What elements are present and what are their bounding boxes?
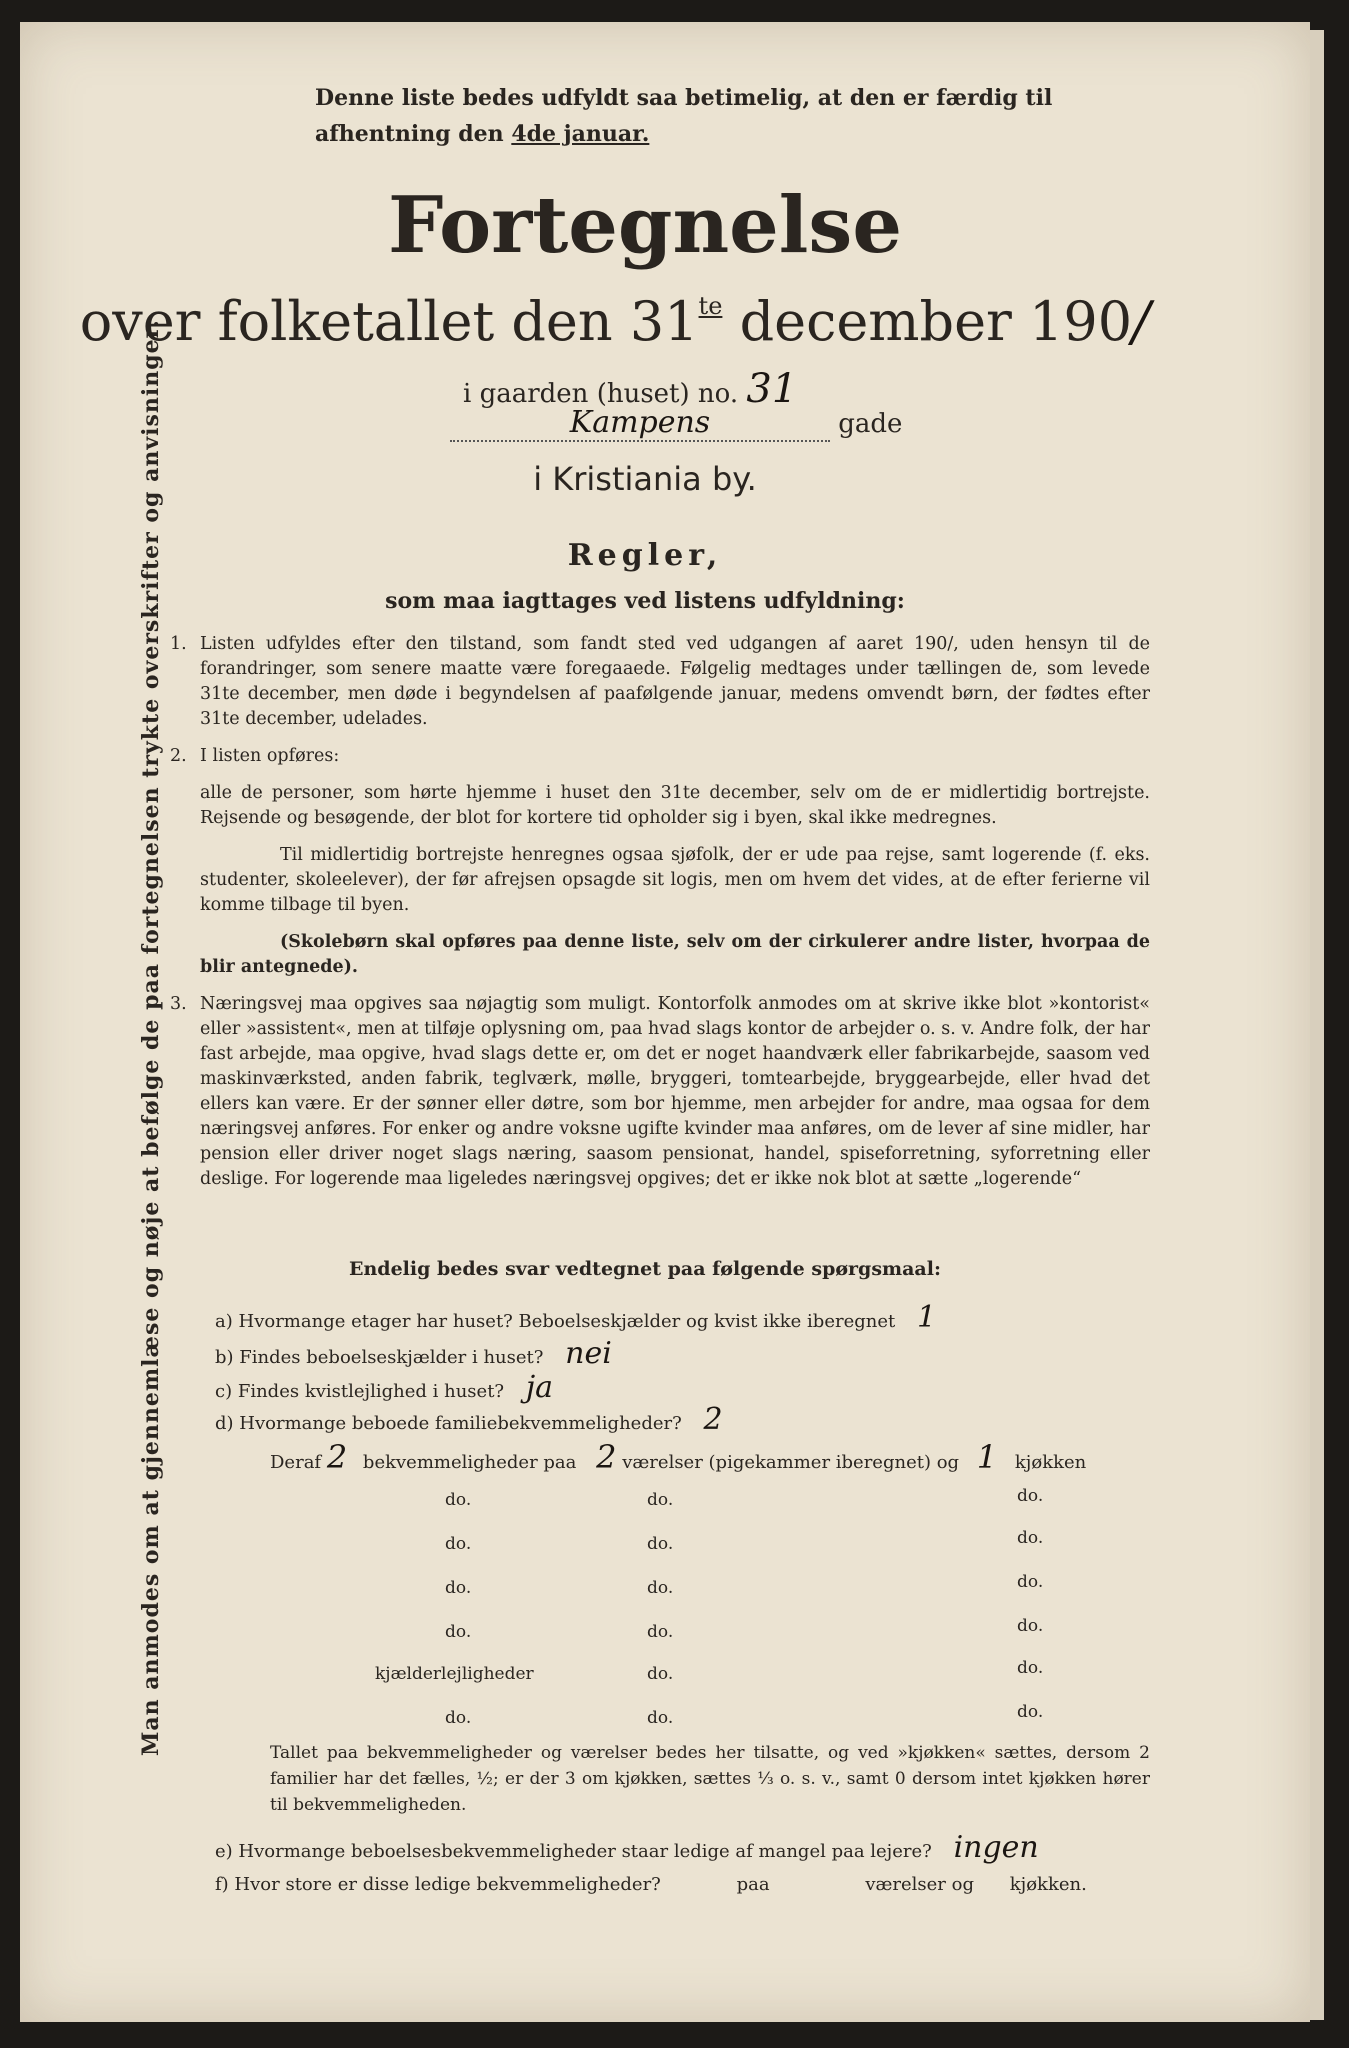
do-r1-c3: do. [1017,1486,1044,1506]
deraf-kitchen: 1 [976,1438,998,1476]
do-r2-c2: do. [647,1534,674,1554]
deraf-line: Deraf 2 bekvemmeligheder paa 2 værelser (pigekammer iberegnet) og 1 kjøkken [270,1438,1087,1476]
do-r4-c3: do. [1017,1616,1044,1636]
rules-heading: Regler, [567,538,723,573]
side-instruction: Man anmodes om at gjennemlæse og nøje at befølge de paa fortegnelsen trykte overskrifter og anvisninger. [138,319,164,1756]
rule-2-temporary: Til midlertidig bortrejste henregnes ogsaa sjøfolk, der er ude paa rejse, samt logerende (f. eks. studenter, skoleelever), der før afrejsen opsagde sit logis, men om hvem det vides, at de efter ferierne vil komme tilbage til byen. [200,845,1150,915]
rule-2-schoolchildren: (Skolebørn skal opføres paa denne liste, selv om der cirkulerer andre lister, hvorpaa de blir antegnede). [200,932,1150,977]
intro-main: Denne liste bedes udfyldt saa betimelig, at den er færdig til afhentning den [315,85,1053,147]
answer-b: nei [565,1336,612,1371]
do-r1-c2: do. [647,1490,674,1510]
question-f: f) Hvor store er disse ledige bekvemmeligheder? paa værelser og kjøkken. [215,1874,1087,1895]
subtitle-main: over folketallet den 31 [79,290,699,353]
rule-3: 3. Næringsvej maa opgives saa nøjagtig som muligt. Kontorfolk anmodes om at skrive ikke blot »kontorist« eller »assistent«, men at tilføje oplysning om, paa hvad slags kontor de arbejder o. s. v. Andre folk, der har fast arbejde, maa opgive, hvad slags dette er, om det er noget haandværk eller fabrikarbejde, saasom ved maskinværksted, anden fabrik, teglværk, mølle, bryggeri, tomtearbejde, bryggearbejde, eller hvad det ellers kan være. Er der sønner eller døtre, som bor hjemme, men arbejder for andre, maa ogsaa for dem næringsvej anføres. For enker og andre voksne ugifte kvinder maa anføres, om de lever af sine midler, har pension eller driver noget slags næring, saasom pensionat, handel, spiseforretning, syforretning eller deslige. For logerende maa ligeledes næringsvej opgives; det er ikke nok blot at sætte „logerende“ [170,994,1150,1189]
form-subtitle [0,290,1230,353]
rule-1: 1. Listen udfyldes efter den tilstand, som fandt sted ved udgangen af aaret 190/, uden hensyn til de forandringer, som senere maatte være foregaaede. Følgelig medtages under tællingen de, som levede 31te december, men døde i begyndelsen af paafølgende januar, medens omvendt børn, der fødtes efter 31te december, udelades. [170,634,1150,729]
page-edge [1310,30,1324,2020]
house-number-value: 31 [746,366,798,412]
answer-c: ja [525,1370,553,1405]
question-a: a) Hvormange etager har huset? Beboelseskjælder og kvist ikke iberegnet 1 [215,1300,937,1335]
do-r6-c3: do. [1017,1702,1044,1722]
rule-2-body: alle de personer, som hørte hjemme i huset den 31te december, selv om de er midlertidig bortrejste. Rejsende og besøgende, der blot for kortere tid opholder sig i byen, skal ikke medregnes. [200,783,1150,828]
intro-text [315,80,1175,152]
question-e: e) Hvormange beboelsesbekvemmeligheder staar ledige af mangel paa lejere? ingen [215,1830,1039,1865]
do-r3-c2: do. [647,1578,674,1598]
do-r2-c1: do. [445,1534,472,1554]
do-r6-c1: do. [445,1708,472,1728]
do-r6-c2: do. [647,1708,674,1728]
deraf-units: 2 [326,1438,348,1476]
deraf-rooms: 2 [596,1438,617,1476]
rule-2: 2. I listen opføres: [170,746,340,766]
street-name: Kampens [450,405,830,442]
form-title: Fortegnelse [388,180,902,271]
kitchen-note: Tallet paa bekvemmeligheder og værelser bedes her tilsatte, og ved »kjøkken« sættes, dersom 2 familier har det fælles, ½; er der 3 om kjøkken, sættes ⅓ o. s. v., samt 0 dersom intet kjøkken hører til bekvemmeligheden. [270,1743,1150,1815]
question-b: b) Findes beboelseskjælder i huset? nei [215,1336,612,1371]
rules-list [170,632,1150,1204]
subtitle-sup: te [698,292,723,320]
house-number-label: i gaarden (huset) no. [463,379,739,409]
street-suffix: gade [838,409,903,439]
do-r4-c2: do. [647,1622,674,1642]
rules-subheading: som maa iagttages ved listens udfyldning: [385,588,905,614]
answer-d: 2 [703,1402,723,1437]
cellar-label: kjælderlejligheder [375,1664,534,1684]
do-r5-c3: do. [1017,1658,1044,1678]
do-r3-c1: do. [445,1578,472,1598]
do-r2-c3: do. [1017,1528,1044,1548]
question-d: d) Hvormange beboede familiebekvemmeligheder? 2 [215,1402,723,1437]
answer-e: ingen [953,1830,1039,1865]
do-r3-c3: do. [1017,1572,1044,1592]
questions-heading: Endelig bedes svar vedtegnet paa følgende spørgsmaal: [349,1258,941,1280]
do-r1-c1: do. [445,1490,472,1510]
question-c: c) Findes kvistlejlighed i huset? ja [215,1370,553,1405]
street-line [450,405,902,442]
subtitle-year: december 190 [739,290,1133,353]
answer-a: 1 [916,1300,937,1335]
do-r5-c2: do. [647,1664,674,1684]
intro-due-date: 4de januar. [511,121,650,147]
do-r4-c1: do. [445,1622,472,1642]
subtitle-year-handwritten: / [1132,290,1151,353]
city-line: i Kristiania by. [533,460,757,498]
